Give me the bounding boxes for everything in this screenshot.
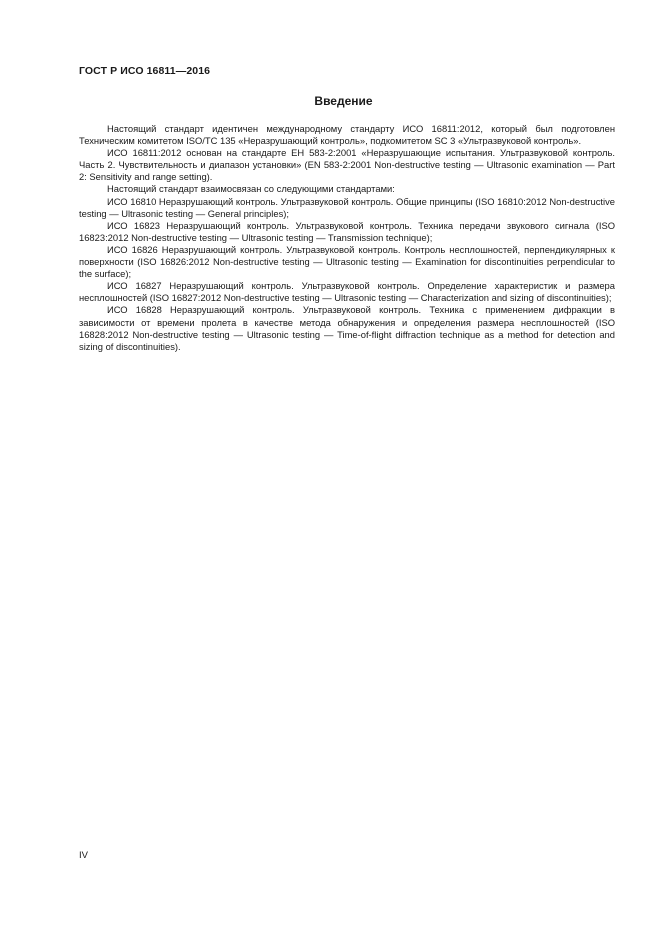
related-standard-16828: ИСО 16828 Неразрушающий контроль. Ультразвуковой контроль. Техника с применением дифракции в зависимости от времени пролета в качестве метода обнаружения и определения размера несплошностей (ISO 16828:2012 Non-destructive testing — Ultrasonic testing — Time-of-flight diffraction technique as a method for detection and sizing of discontinuities). [79,304,615,352]
related-standard-16810: ИСО 16810 Неразрушающий контроль. Ультразвуковой контроль. Общие принципы (ISO 16810:2012 Non-destructive testing — Ultrasonic testing — General principles); [79,195,615,219]
introduction-body [79,123,615,353]
document-code-header: ГОСТ Р ИСО 16811—2016 [79,65,211,77]
related-standard-16826: ИСО 16826 Неразрушающий контроль. Ультразвуковой контроль. Контроль несплошностей, перпендикулярных к поверхности (ISO 16826:2012 Non-destructive testing — Ultrasonic testing — Examination for discontinuities perpendicular to the surface); [79,243,615,280]
page-number: IV [79,850,88,861]
related-standard-16823: ИСО 16823 Неразрушающий контроль. Ультразвуковой контроль. Техника передачи звукового сигнала (ISO 16823:2012 Non-destructive testing — Ultrasonic testing — Transmission technique); [79,219,615,243]
paragraph-identity: Настоящий стандарт идентичен международному стандарту ИСО 16811:2012, который был подготовлен Техническим комитетом ISO/TC 135 «Неразрушающий контроль», подкомитетом SC 3 «Ультразвуковой контроль». [79,123,615,147]
paragraph-basis: ИСО 16811:2012 основан на стандарте ЕН 583-2:2001 «Неразрушающие испытания. Ультразвуковой контроль. Часть 2. Чувствительность и диапазон установки» (EN 583-2:2001 Non-destructive testing — Ultrasonic examination — Part 2: Sensitivity and range setting). [79,147,615,183]
section-title: Введение [314,94,373,108]
related-standard-16827: ИСО 16827 Неразрушающий контроль. Ультразвуковой контроль. Определение характеристик и размера несплошностей (ISO 16827:2012 Non-destructive testing — Ultrasonic testing — Characterization and sizing of discontinuities); [79,280,615,304]
paragraph-related-intro: Настоящий стандарт взаимосвязан со следующими стандартами: [107,183,395,195]
